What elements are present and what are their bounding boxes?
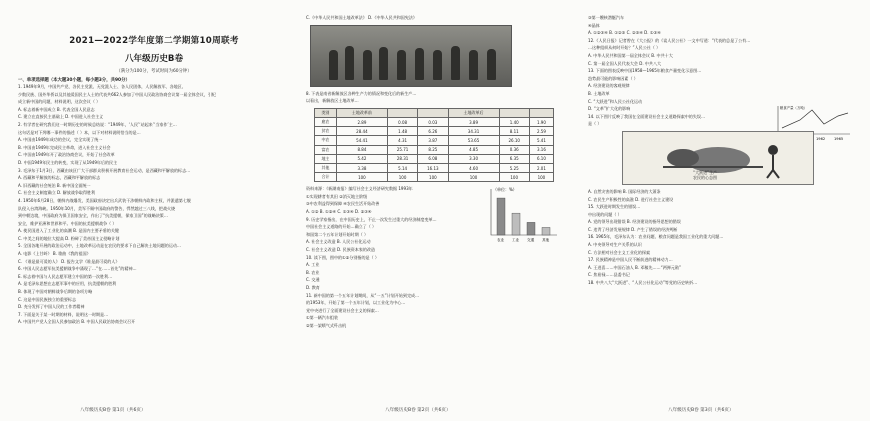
table-cell: 28.44 (336, 127, 387, 136)
question-line: 11. 新中国的第一个五年计划期间，从“一五”计划开始到完成… (306, 292, 420, 298)
chart-title: 粮食产量（万吨） (780, 106, 808, 110)
table-header-cell: 类别 (315, 108, 337, 117)
table-cell: 2.59 (529, 127, 553, 136)
table-cell: 中农 (315, 136, 337, 145)
table-cell: 5.41 (529, 136, 553, 145)
table-cell: 6.08 (418, 154, 448, 163)
bar (527, 223, 535, 236)
question-line: 和国第二个五年计划开始时期（ ） (306, 231, 368, 237)
question-line: 6. 中国人民志愿军抗美援朝战争中涌现了…“在……首先”的精神… (18, 266, 137, 272)
cartoon-caption: “大跃进”生产 农民的心态图 (693, 169, 718, 180)
table-row (315, 117, 554, 126)
question-line: ④晶体 (588, 22, 600, 28)
question-line: 1. 1949年9月，中国共产党、各民主党派、无党派人士、各人民团体，人民解放军、各地区、 (18, 84, 186, 89)
question-line: 15. 大跃进时期发生的错误… (588, 204, 641, 210)
bar (497, 198, 505, 235)
question-line: 这句话是对下列哪一事件的描述（ ）本，以下对材料说明恰当的是… (18, 129, 141, 135)
table-cell: 100 (336, 173, 387, 182)
question-line: A. 旧西藏的社会统治 B. 新中国全面统一 (18, 182, 91, 188)
question-line: A. 西藏和平解放的标志，西藏和平解放的标志 (18, 175, 101, 181)
section-heading: 一、单项选择题（本大题30小题，每小题3分，共90分） (18, 78, 130, 83)
column-2-lower (306, 185, 574, 329)
table-row (315, 127, 554, 136)
table-row (315, 154, 554, 163)
question-line: 10. 读下图，图中的①②分别指的是（ ） (306, 254, 379, 260)
question-line: 12.《人民日报》记者曾在《大公报》的《谈人民公社》一文中写道：“代表的总是了公有… (588, 37, 751, 43)
question-line: 18. 中共八大“大跃进”、“人民公社化运动”等党的历史转折… (588, 280, 698, 286)
question-line: 中国社会主义道路的开始…确立了（ ） (306, 224, 377, 230)
table-cell: 1.48 (387, 127, 417, 136)
question-line: ①实现耕者有其田 ②消灭地主阶级 (306, 193, 368, 199)
year-tick: 1965 (834, 137, 844, 141)
question-line: B. 中国由1949年完成民主革命，进入社会主义社会 (18, 144, 111, 150)
column-2 (306, 0, 574, 421)
table-cell: 4.31 (387, 136, 417, 145)
table-cell: 28.31 (387, 154, 417, 163)
question-line: 14. 以下图片反映了我国在全面建设社会主义道路探索中的失误… (588, 113, 705, 119)
table-cell: 53.65 (448, 136, 499, 145)
question-line: 16. 1965年，毛泽东认为：农业问题、粮食问题是我国工业化的重大问题… (588, 234, 724, 240)
table-cell: 8.84 (336, 145, 387, 154)
table-cell: 34.31 (448, 127, 499, 136)
question-line: 党中央进行了全面建设社会主义的探索… (306, 307, 379, 313)
q8-stem-2: 以看出，新解放区土地改革… (306, 98, 359, 104)
question-line: D. “文革”扩大化的影响 (588, 106, 631, 112)
question-line: A. 电影《上甘岭》 B. 歌曲《我的祖国》 (18, 251, 91, 257)
question-line: 中出现的问题（ ） (588, 211, 622, 217)
q7-options: C.《中华人民共和国土地改革法》 D.《中华人民共和国宪法》 (306, 15, 417, 20)
chart-axis (778, 106, 850, 134)
table-cell: 3.38 (336, 163, 387, 172)
question-line: C. 方法相对社会主义工业化的探索 (588, 249, 651, 255)
question-line: C. 第一届全国人民代表大会 D. 中共八大 (588, 60, 662, 66)
question-line: B. 土地改革 (588, 90, 610, 96)
question-line: A. 中国共产党人全国人民参加政治 B. 中国人民政治协商会议召开 (18, 319, 136, 325)
page-footer-2: 八年级历史B卷 第2页（共6页） (385, 408, 451, 413)
question-line: A. 社会主义改造 B. 人民公社化运动 (306, 239, 371, 245)
table-header-cell: 土地改革后 (448, 108, 499, 117)
table-cell: 16.13 (418, 163, 448, 172)
grain-line (782, 110, 848, 128)
table-cell: 100 (387, 173, 417, 182)
question-line: ③中农利益得到保障 ④农民生活开始改善 (306, 201, 380, 207)
question-line: A. 中华人民共和国第一届全体会议 B. 中共十大 (588, 52, 673, 58)
question-line: D. 中国1949年民主的转变，实现了从1949年后的民主 (18, 159, 118, 165)
great-leap-cartoon (622, 131, 814, 185)
table-cell: 0.03 (418, 117, 448, 126)
question-line: 趋势最可能的影响因素（ ） (588, 75, 638, 81)
question-line: C. 社会主义制度确立 D. 解放战争取得胜利 (18, 190, 96, 196)
table-cell: 3.87 (418, 136, 448, 145)
exam-note: （满分为100分，考试时间为60分钟） (116, 69, 192, 74)
question-line: C. 焦裕禄……县委书记 (588, 272, 630, 278)
bar-label: 工业 (512, 238, 520, 243)
question-line: A. ①②③④ B. ①②③ C. ②③④ D. ①③④ (588, 30, 661, 36)
column-3 (588, 0, 854, 421)
bar-label: 其他 (542, 238, 550, 243)
table-cell: 0.36 (499, 145, 529, 154)
question-line: ②第一架喷气式歼击机 (306, 322, 347, 328)
question-line: D. 教育 (306, 285, 320, 290)
table-header-cell (499, 108, 529, 117)
table-cell: 3.16 (529, 145, 553, 154)
question-line: 到中朝边境，中国政府为保卫国家安全，作出了“抗美援朝，保家卫国”的战略决策… (18, 213, 168, 219)
page-footer-3: 八年级历史B卷 第3页（共6页） (668, 408, 734, 413)
table-cell: 5.42 (336, 154, 387, 163)
page-footer-1: 八年级历史B卷 第1页（共6页） (80, 408, 146, 413)
question-line: C. 违背了经济发展规律 D. 产生了错误的经济判断 (588, 226, 678, 232)
question-line: C. 交通 (306, 277, 320, 283)
table-header-cell (529, 108, 553, 117)
column-3-questions-bottom (588, 188, 854, 287)
table-cell: 25.71 (387, 145, 417, 154)
bar-label: 农业 (497, 238, 505, 243)
column-1 (18, 0, 290, 421)
table-header-cell (418, 108, 448, 117)
question-line: A. 使民国进入了工业化的高潮 B. 是国内主要矛盾的关键 (18, 228, 119, 234)
question-line: 9. 历史学家指出，在中国历史上，不止一次发生过重大的经济制度变革… (306, 216, 437, 222)
table-cell: 100 (529, 173, 553, 182)
question-line: 7. 下面是关于某一时期的材料，说明这一时期是… (18, 311, 109, 317)
question-line: 成立新中国的问题，材料说明，这次会议（ ） (18, 99, 101, 105)
table-cell: 2.01 (529, 163, 553, 172)
question-line: C. 建立在直接民主基础上 D. 中国进入社会主义 (18, 114, 104, 120)
table-cell: 4.60 (448, 163, 499, 172)
table-cell: 54.41 (336, 136, 387, 145)
table-cell: 5.14 (387, 163, 417, 172)
land-reform-table (314, 108, 554, 183)
question-line: A. 自然灾害的影响 B. 国际经济的大萧条 (588, 188, 661, 194)
chart-caption: （单位：%） (493, 187, 517, 193)
table-row (315, 136, 554, 145)
table-header-cell: 土地改革前 (336, 108, 387, 117)
column-1-questions (18, 83, 290, 326)
question-line: C. 这是中国民族独立的重要标志 (18, 296, 77, 302)
bar-chart (481, 185, 561, 245)
table-cell: 雇农 (315, 117, 337, 126)
question-line: 少数民族、国外华侨以及其他爱国民主人士的代表共662人参加了中国人民政治协商会议第一届全体会议，引纪 (18, 91, 216, 97)
q8-stem: 8. 下表是南省新解放区各种生产力的情况和变化后的新生产… (306, 90, 417, 96)
table-row (315, 173, 554, 182)
year-tick: 1962 (816, 137, 826, 141)
table-cell: 6.35 (499, 154, 529, 163)
table-cell: 合计 (315, 173, 337, 182)
table-cell: 地主 (315, 154, 337, 163)
question-line: A. 中央领导对生产关系的认识 (588, 242, 642, 248)
question-line: 是（ ） (588, 121, 602, 127)
question-line: …这种组织从何时开始？”人民公社（ ） (588, 45, 661, 51)
question-line: C. 中美之间的地位大提高 D. 粉碎了美帝国主义侵略计划 (18, 235, 120, 241)
bar (512, 213, 520, 235)
table-cell: 3.89 (448, 117, 499, 126)
question-line: B. 农业 (306, 269, 320, 275)
table-row (315, 163, 554, 172)
question-line: C. 农民生产积极性的高涨 D. 进行社会主义建设 (588, 196, 674, 202)
question-line: ①第一辆汽车组装 (306, 315, 338, 321)
bar (542, 228, 550, 236)
table-cell: 1.40 (499, 117, 529, 126)
question-line: 2. 有学者在研究我们这一时期历史的时候总结说：“1949年，‘人民’‘站起来’‘当家作’主… (18, 121, 177, 127)
question-line: D. 充分发挥了中国人民的工作者精神 (18, 304, 85, 310)
question-line: E. 标志着中国与人民志愿军建立中国的第一次胜利… (18, 273, 113, 279)
question-line: C. 中国由1949年开了政治协商会议，开始了社会改革 (18, 152, 115, 158)
question-line: 的1953年，开始了第一个五年计划，以工业化为中心… (306, 300, 406, 306)
question-line: A. ①② B. ①②④ C. ①③④ D. ②③④ (306, 209, 372, 215)
question-line: A. 党的领导出现错误 B. 经济建设的指导思想的错误 (588, 219, 681, 225)
question-line: C. “大跃进”和人民公社化运动 (588, 98, 643, 104)
table-cell: 1.90 (529, 117, 553, 126)
question-line: 5. 全国各地开展的政治运动中，土地改革运动是在农民的要求下自己解决土地问题的运动… (18, 243, 181, 249)
question-line: 队侵入台湾海峡。1950年10月，美军不顾中国政府的警告，悍然越过三八线，把战火烧 (18, 205, 176, 211)
question-line: A. 是毛泽东思想在志愿军事中的应用，抗美援朝的胜利 (18, 281, 117, 287)
exam-title: 2021—2022学年度第二学期第10周联考 (69, 36, 239, 46)
table-cell: 100 (418, 173, 448, 182)
table-cell: 6.10 (529, 154, 553, 163)
question-line: ③第一艘核潜艇汽车 (588, 15, 625, 20)
table-cell: 6.26 (418, 127, 448, 136)
question-line: A. 王进喜……中国石油人 B. 邓稼先……“两弹元勋” (588, 264, 681, 270)
table-cell: 8.11 (499, 127, 529, 136)
table-cell: 100 (499, 173, 529, 182)
question-line: A. 标志着新中国成立 B. 代表全国人民意志 (18, 106, 95, 112)
question-line: 13. 下面的图表反映中国1958—1965年粮食产量变化示意图… (588, 68, 702, 74)
table-cell: 2.89 (336, 117, 387, 126)
question-line: C. 社会主义改造 D. 民族资本家的改造 (306, 247, 376, 253)
table-cell: 0.08 (387, 117, 417, 126)
table-cell: 4.85 (448, 145, 499, 154)
question-line: C. 《谁是最可爱的人》 D. 报告文学《谁是最可爱的人》 (18, 258, 120, 264)
table-cell: 贫农 (315, 127, 337, 136)
table-cell: 3.30 (448, 154, 499, 163)
question-line: 资料来源：《新湖南报》编写社会主义经济研究数据 1993年 (306, 186, 413, 192)
question-line: A. 中国由1949年成功的会议，完全实现了统一 (18, 137, 103, 143)
question-line: B. 体现了中国对朝鲜战争后期的各项方略 (18, 289, 93, 295)
table-header-cell (387, 108, 417, 117)
question-line: 3. 毛泽东于1月3日，西藏由该区广大干部群众积极开展教育社会运动，是西藏和平解放的标志… (18, 167, 191, 173)
table-cell: 100 (448, 173, 499, 182)
question-line: 安全，维护亚洲和世界和平。中国的抗美援朝战争（ ） (18, 220, 117, 226)
question-line: 4. 1950年6月28日，朝鲜内战爆发，美国政府决定出兵武装干涉朝鲜内政和主权，并派遣第七舰 (18, 197, 191, 203)
question-line: A. 工业 (306, 262, 320, 268)
bar-label: 交通 (527, 238, 535, 243)
table-row (315, 145, 554, 154)
question-line: A. 经济建设的客观规律 (588, 83, 630, 89)
table-cell: 26.10 (499, 136, 529, 145)
question-line: 17. 民族精神是中国人民不断前进的精神动力… (588, 257, 673, 263)
table-cell: 5.25 (499, 163, 529, 172)
table-cell: 富农 (315, 145, 337, 154)
exam-subtitle: 八年级历史B卷 (124, 54, 184, 64)
table-cell: 8.25 (418, 145, 448, 154)
historical-photo (310, 25, 512, 87)
table-cell: 其他 (315, 163, 337, 172)
